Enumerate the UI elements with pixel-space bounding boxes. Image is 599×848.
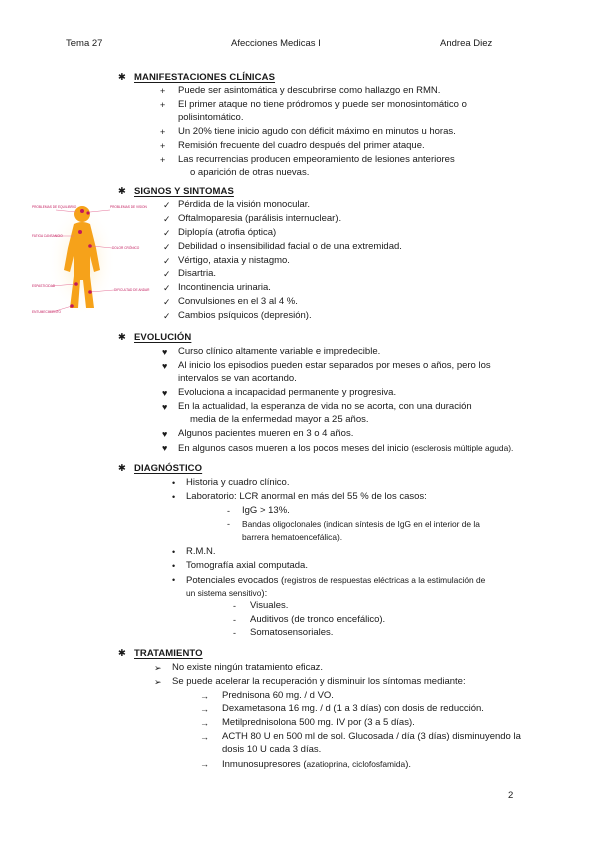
section-title-evolucion: ✱ EVOLUCIÓN <box>118 332 192 343</box>
header-topic: Tema 27 <box>66 38 103 49</box>
list-item: En algunos casos mueren a los pocos meses del inicio (esclerosis múltiple aguda). <box>178 443 514 454</box>
figure-label: PROBLEMAS DE EQUILIBRIO <box>32 205 77 209</box>
list-item: Curso clínico altamente variable e impredecible. <box>178 346 381 357</box>
section-title-signos: ✱ SIGNOS Y SINTOMAS <box>118 186 234 197</box>
list-subitem-cont: dosis 10 U cada 3 días. <box>222 744 322 755</box>
plus-bullet: + <box>160 141 166 151</box>
list-subitem: Bandas oligoclonales (indican síntesis de IgG en el interior de la <box>242 519 480 529</box>
list-subitem: IgG > 13%. <box>242 505 290 516</box>
check-icon: ✓ <box>163 200 171 210</box>
list-item: Tomografía axial computada. <box>186 560 308 571</box>
figure-label: FATIGA CANSANCIO <box>32 234 63 238</box>
list-item-cont: polisintomático. <box>178 112 244 123</box>
list-item: Laboratorio: LCR anormal en más del 55 % de los casos: <box>186 491 427 502</box>
heart-icon: ♥ <box>162 347 168 357</box>
figure-label: ENTUMECIMIENTO <box>32 310 61 314</box>
dash-bullet: - <box>233 601 236 611</box>
dash-bullet: - <box>233 628 236 638</box>
list-item: Vértigo, ataxia y nistagmo. <box>178 255 290 266</box>
dot-bullet: • <box>172 478 176 488</box>
check-icon: ✓ <box>163 311 171 321</box>
heart-icon: ♥ <box>162 429 168 439</box>
dot-bullet: • <box>172 575 176 585</box>
check-icon: ✓ <box>163 228 171 238</box>
list-item: Remisión frecuente del cuadro después del primer ataque. <box>178 140 425 151</box>
list-item: Al inicio los episodios pueden estar separados por meses o años, pero los <box>178 360 491 371</box>
list-item: En la actualidad, la esperanza de vida no se acorta, con una duración <box>178 401 472 412</box>
arrowhead-bullet-icon: ➢ <box>154 677 162 687</box>
list-item: Puede ser asintomática y descubrirse como hallazgo en RMN. <box>178 85 441 96</box>
plus-bullet: + <box>160 100 166 110</box>
header-course: Afecciones Medicas I <box>231 38 321 49</box>
plus-bullet: + <box>160 155 166 165</box>
check-icon: ✓ <box>163 297 171 307</box>
body-symptoms-illustration <box>30 196 150 322</box>
section-title-diagnostico: ✱ DIAGNÓSTICO <box>118 463 203 474</box>
arrow-right-icon: → <box>200 732 209 742</box>
section-title-tratamiento: ✱ TRATAMIENTO <box>118 648 203 659</box>
arrow-right-icon: → <box>200 704 209 714</box>
list-subitem: Metilprednisolona 500 mg. IV por (3 a 5 días). <box>222 717 415 728</box>
heart-icon: ♥ <box>162 388 168 398</box>
list-item: Las recurrencias producen empeoramiento de lesiones anteriores <box>178 154 455 165</box>
arrow-right-icon: → <box>200 718 209 728</box>
check-icon: ✓ <box>163 256 171 266</box>
list-item: Oftalmoparesia (parálisis internuclear). <box>178 213 342 224</box>
list-item: Incontinencia urinaria. <box>178 282 271 293</box>
list-item: El primer ataque no tiene pródromos y puede ser monosintomático o <box>178 99 467 110</box>
list-subitem: Somatosensoriales. <box>250 627 334 638</box>
page-number: 2 <box>508 790 514 801</box>
check-icon: ✓ <box>163 283 171 293</box>
list-item: Se puede acelerar la recuperación y disminuir los síntomas mediante: <box>172 676 466 687</box>
dash-bullet: - <box>227 519 230 529</box>
dash-bullet: - <box>233 615 236 625</box>
list-item: R.M.N. <box>186 546 216 557</box>
list-item: Debilidad o insensibilidad facial o de una extremidad. <box>178 241 402 252</box>
check-icon: ✓ <box>163 242 171 252</box>
arrow-right-icon: → <box>200 759 209 769</box>
list-subitem-cont: barrera hematoencefálica). <box>242 532 343 542</box>
list-item-cont: media de la enfermedad mayor a 25 años. <box>190 414 369 425</box>
dot-bullet: • <box>172 492 176 502</box>
plus-bullet: + <box>160 127 166 137</box>
list-subitem: ACTH 80 U en 500 ml de sol. Glucosada / día (3 días) disminuyendo la <box>222 731 521 742</box>
section-title-manifestaciones: ✱ MANIFESTACIONES CLÍNICAS <box>118 72 276 83</box>
list-item: Un 20% tiene inicio agudo con déficit máximo en minutos u horas. <box>178 126 456 137</box>
list-item: Potenciales evocados (registros de respuestas eléctricas a la estimulación de <box>186 575 486 586</box>
heart-icon: ♥ <box>162 443 168 453</box>
list-subitem: Prednisona 60 mg. / d VO. <box>222 690 334 701</box>
figure-label: DIFICULTAD DE ANDAR <box>114 288 150 292</box>
list-item: Historia y cuadro clínico. <box>186 477 290 488</box>
list-item: Disartria. <box>178 268 217 279</box>
list-subitem: Inmunosupresores (azatioprina, ciclofosfamida). <box>222 759 411 770</box>
list-item-cont: o aparición de otras nuevas. <box>190 167 310 178</box>
list-subitem: Visuales. <box>250 600 289 611</box>
figure-label: DOLOR CRÓNICO <box>112 246 140 250</box>
list-item: Convulsiones en el 3 al 4 %. <box>178 296 298 307</box>
list-subitem: Dexametasona 16 mg. / d (1 a 3 días) con dosis de reducción. <box>222 703 484 714</box>
header-author: Andrea Diez <box>440 38 493 49</box>
check-icon: ✓ <box>163 214 171 224</box>
list-item: Diplopía (atrofia óptica) <box>178 227 277 238</box>
plus-bullet: + <box>160 86 166 96</box>
figure-label: PROBLEMAS DE VISION <box>110 205 147 209</box>
heart-icon: ♥ <box>162 361 168 371</box>
list-item: Algunos pacientes mueren en 3 o 4 años. <box>178 428 354 439</box>
list-subitem: Auditivos (de tronco encefálico). <box>250 614 386 625</box>
list-item: Pérdida de la visión monocular. <box>178 199 311 210</box>
arrowhead-bullet-icon: ➢ <box>154 663 162 673</box>
list-item-cont: un sistema sensitivo): <box>186 588 268 599</box>
figure-label: ESPASTICIDAD <box>32 284 56 288</box>
list-item-cont: intervalos se van acortando. <box>178 373 297 384</box>
dot-bullet: • <box>172 561 176 571</box>
list-item: Evoluciona a incapacidad permanente y progresiva. <box>178 387 397 398</box>
check-icon: ✓ <box>163 269 171 279</box>
arrow-right-icon: → <box>200 691 209 701</box>
heart-icon: ♥ <box>162 402 168 412</box>
list-item: Cambios psíquicos (depresión). <box>178 310 312 321</box>
dash-bullet: - <box>227 506 230 516</box>
dot-bullet: • <box>172 547 176 557</box>
list-item: No existe ningún tratamiento eficaz. <box>172 662 324 673</box>
